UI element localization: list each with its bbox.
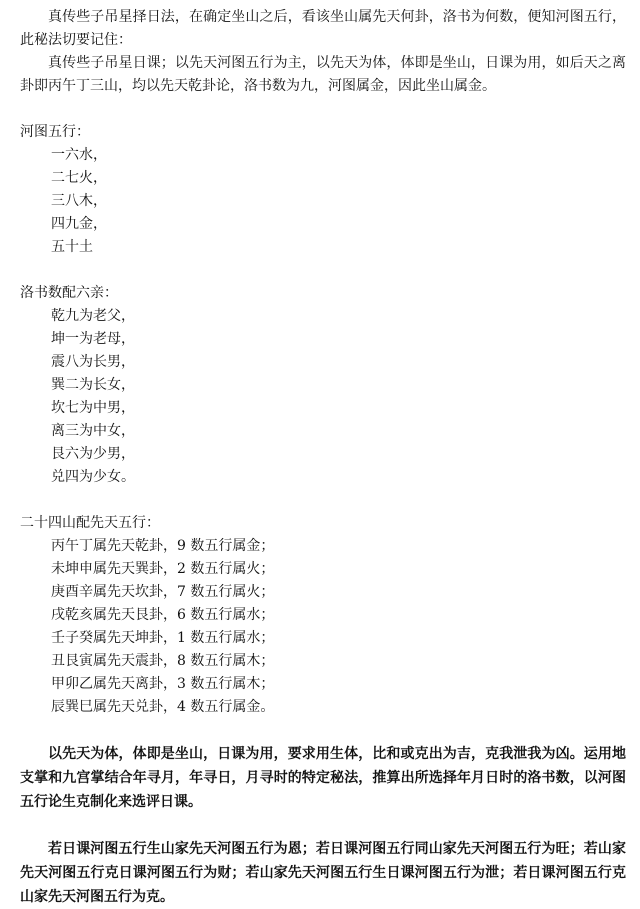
list-item: 庚酉辛属先天坎卦，7 数五行属火； [51, 584, 275, 600]
list-item: 壬子癸属先天坤卦，1 数五行属水； [51, 630, 275, 646]
list-item: 艮六为少男， [51, 446, 135, 462]
list-item: 巽二为长女， [51, 377, 135, 393]
list-item: 丙午丁属先天乾卦，9 数五行属金； [51, 538, 275, 554]
spacer [20, 259, 626, 282]
mountains-heading: 二十四山配先天五行： [20, 515, 160, 531]
list-item: 戌乾亥属先天艮卦，6 数五行属水； [51, 607, 275, 623]
list-item: 坎七为中男， [51, 400, 135, 416]
intro-paragraph-1: 真传些子吊星择日法，在确定坐山之后，看该坐山属先天何卦，洛书为何数，便知河图五行，此秘法切要记住： [20, 9, 626, 48]
spacer [20, 814, 626, 837]
spacer [20, 98, 626, 121]
spacer [20, 489, 626, 512]
list-item: 离三为中女， [51, 423, 135, 439]
list-item: 五十土 [51, 239, 93, 255]
hetu-list [20, 144, 626, 259]
intro-paragraph-2: 真传些子吊星日课；以先天河图五行为主，以先天为体，体即是坐山，日课为用，如后天之离卦即丙午丁三山，均以先天乾卦论，洛书数为九，河图属金，因此坐山属金。 [20, 55, 626, 94]
list-item: 丑艮寅属先天震卦，8 数五行属木； [51, 653, 275, 669]
luoshu-heading: 洛书数配六亲： [20, 285, 118, 301]
list-item: 甲卯乙属先天离卦，3 数五行属木； [51, 676, 275, 692]
spacer [20, 719, 626, 742]
luoshu-list [20, 305, 626, 489]
rules-paragraph-2: 若日课河图五行生山家先天河图五行为恩；若日课河图五行同山家先天河图五行为旺；若山家先天河图五行克日课河图五行为财；若山家先天河图五行生日课河图五行为泄；若日课河图五行克山家先天河图五行为克。 [20, 841, 626, 905]
list-item: 坤一为老母， [51, 331, 135, 347]
list-item: 乾九为老父， [51, 308, 135, 324]
list-item: 四九金， [51, 216, 107, 232]
list-item: 辰巽巳属先天兑卦，4 数五行属金。 [51, 699, 275, 715]
hetu-heading: 河图五行： [20, 124, 90, 140]
list-item: 震八为长男， [51, 354, 135, 370]
list-item: 兑四为少女。 [51, 469, 135, 485]
list-item: 三八木， [51, 193, 107, 209]
list-item: 未坤申属先天巽卦，2 数五行属火； [51, 561, 275, 577]
rules-paragraph-1: 以先天为体，体即是坐山，日课为用，要求用生体，比和或克出为吉，克我泄我为凶。运用地支掌和九宫掌结合年寻月，年寻日，月寻时的特定秘法，推算出所选择年月日时的洛书数，以河图五行论生克制化来选评日课。 [20, 746, 626, 810]
list-item: 一六水， [51, 147, 107, 163]
list-item: 二七火， [51, 170, 107, 186]
mountains-list [20, 535, 626, 719]
